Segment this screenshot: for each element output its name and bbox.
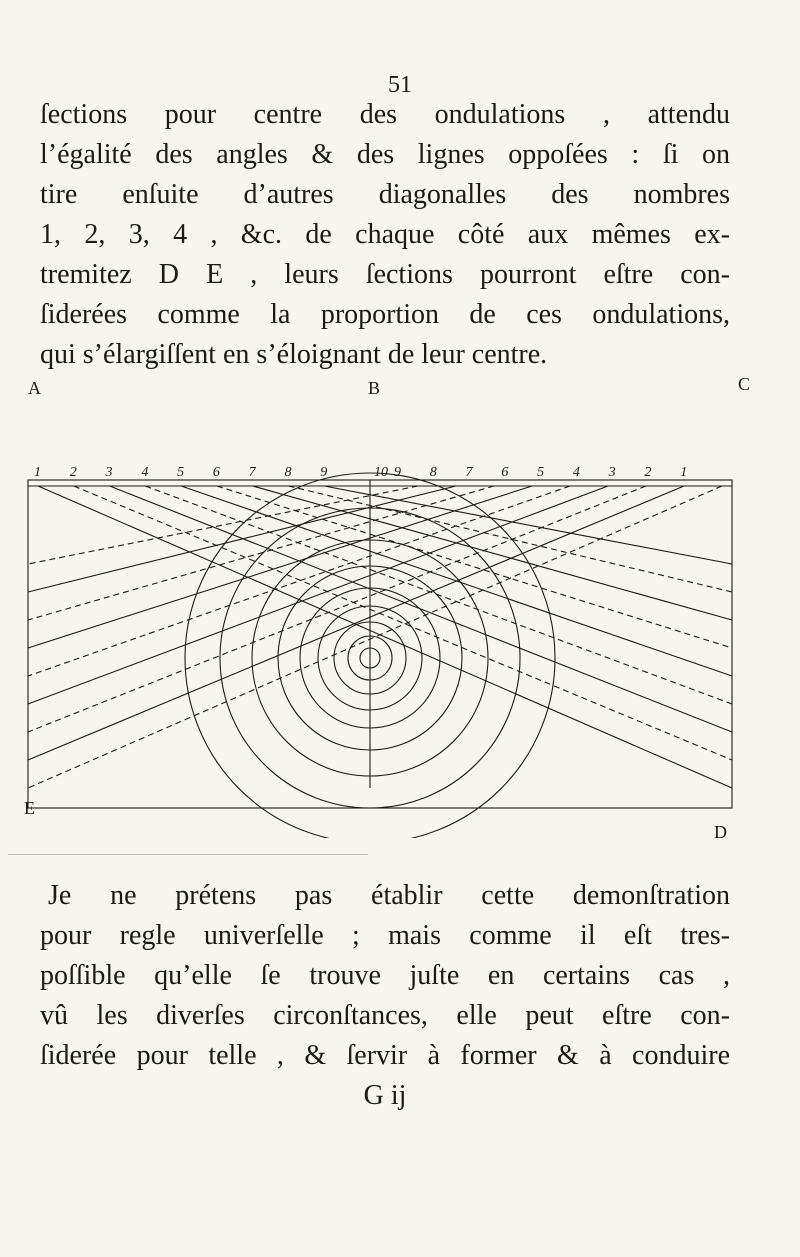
text-line: qui s’élargiſſent en s’éloignant de leur centre. bbox=[40, 339, 548, 370]
text-line: ſiderées comme la proportion de ces ondulations, bbox=[40, 299, 730, 330]
scale-number: 5 bbox=[537, 465, 545, 480]
scale-number: 1 bbox=[680, 465, 688, 480]
text-line: pour regle univerſelle ; mais comme il eſt tres- bbox=[40, 920, 730, 951]
scale-number: 8 bbox=[429, 465, 437, 480]
diagonal-line bbox=[38, 486, 732, 788]
text-line: 1, 2, 3, 4 , &c. de chaque côté aux mêmes ex- bbox=[40, 219, 730, 250]
diagonal-line bbox=[28, 486, 646, 732]
text-line: ſections pour centre des ondulations , attendu bbox=[40, 99, 730, 130]
scale-number: 5 bbox=[177, 465, 185, 480]
diagonal-line bbox=[288, 486, 732, 592]
label-d: D bbox=[714, 822, 727, 838]
label-b: B bbox=[368, 378, 381, 398]
page-number: 51 bbox=[388, 72, 412, 98]
text-line: tremitez D E , leurs ſections pourront eſtre con- bbox=[40, 259, 730, 290]
scale-number: 7 bbox=[465, 465, 473, 480]
scale-number: 9 bbox=[394, 465, 401, 480]
diagonal-line bbox=[28, 486, 684, 760]
text-line: tire enſuite d’autres diagonalles des nombres bbox=[40, 179, 730, 210]
label-a: A bbox=[28, 378, 41, 398]
scale-number: 3 bbox=[105, 465, 113, 480]
divider bbox=[8, 854, 368, 855]
scale-number: 3 bbox=[608, 465, 616, 480]
scale-number: 10 bbox=[374, 465, 388, 480]
label-c: C bbox=[738, 378, 751, 394]
scale-number: 2 bbox=[69, 465, 77, 480]
scale-number: 1 bbox=[34, 465, 41, 480]
scale-number: 6 bbox=[501, 465, 509, 480]
scale-number: 8 bbox=[284, 465, 292, 480]
label-e: E bbox=[24, 798, 35, 818]
diagonal-line bbox=[324, 486, 732, 564]
scale-number: 2 bbox=[644, 465, 652, 480]
scale-number: 4 bbox=[141, 465, 149, 480]
paragraph-bottom bbox=[40, 876, 730, 1116]
paragraph-top bbox=[40, 95, 730, 375]
diagonal-line bbox=[110, 486, 732, 732]
scale-number: 4 bbox=[572, 465, 580, 480]
scale-number: 9 bbox=[320, 465, 328, 480]
scale-number: 7 bbox=[248, 465, 256, 480]
diagram-svg bbox=[20, 378, 770, 838]
text-line: poſſible qu’elle ſe trouve juſte en certains cas , bbox=[40, 960, 730, 991]
text-line: ſiderée pour telle , & ſervir à former & à conduire bbox=[40, 1040, 730, 1071]
diagonal-line bbox=[28, 486, 570, 676]
diagonal-line bbox=[28, 486, 456, 592]
wave-diagram bbox=[20, 378, 770, 838]
text-line: vû les diverſes circonſtances, elle peut eſtre con- bbox=[40, 1000, 730, 1031]
diagonal-line bbox=[28, 486, 532, 648]
diagonal-line bbox=[181, 486, 732, 676]
page-signature: G ij bbox=[363, 1080, 407, 1111]
figure-frame bbox=[28, 480, 732, 808]
scale-number: 6 bbox=[212, 465, 220, 480]
text-line: l’égalité des angles & des lignes oppoſées : ſi on bbox=[40, 139, 730, 170]
text-line: Je ne prétens pas établir cette demonſtration bbox=[48, 880, 730, 911]
